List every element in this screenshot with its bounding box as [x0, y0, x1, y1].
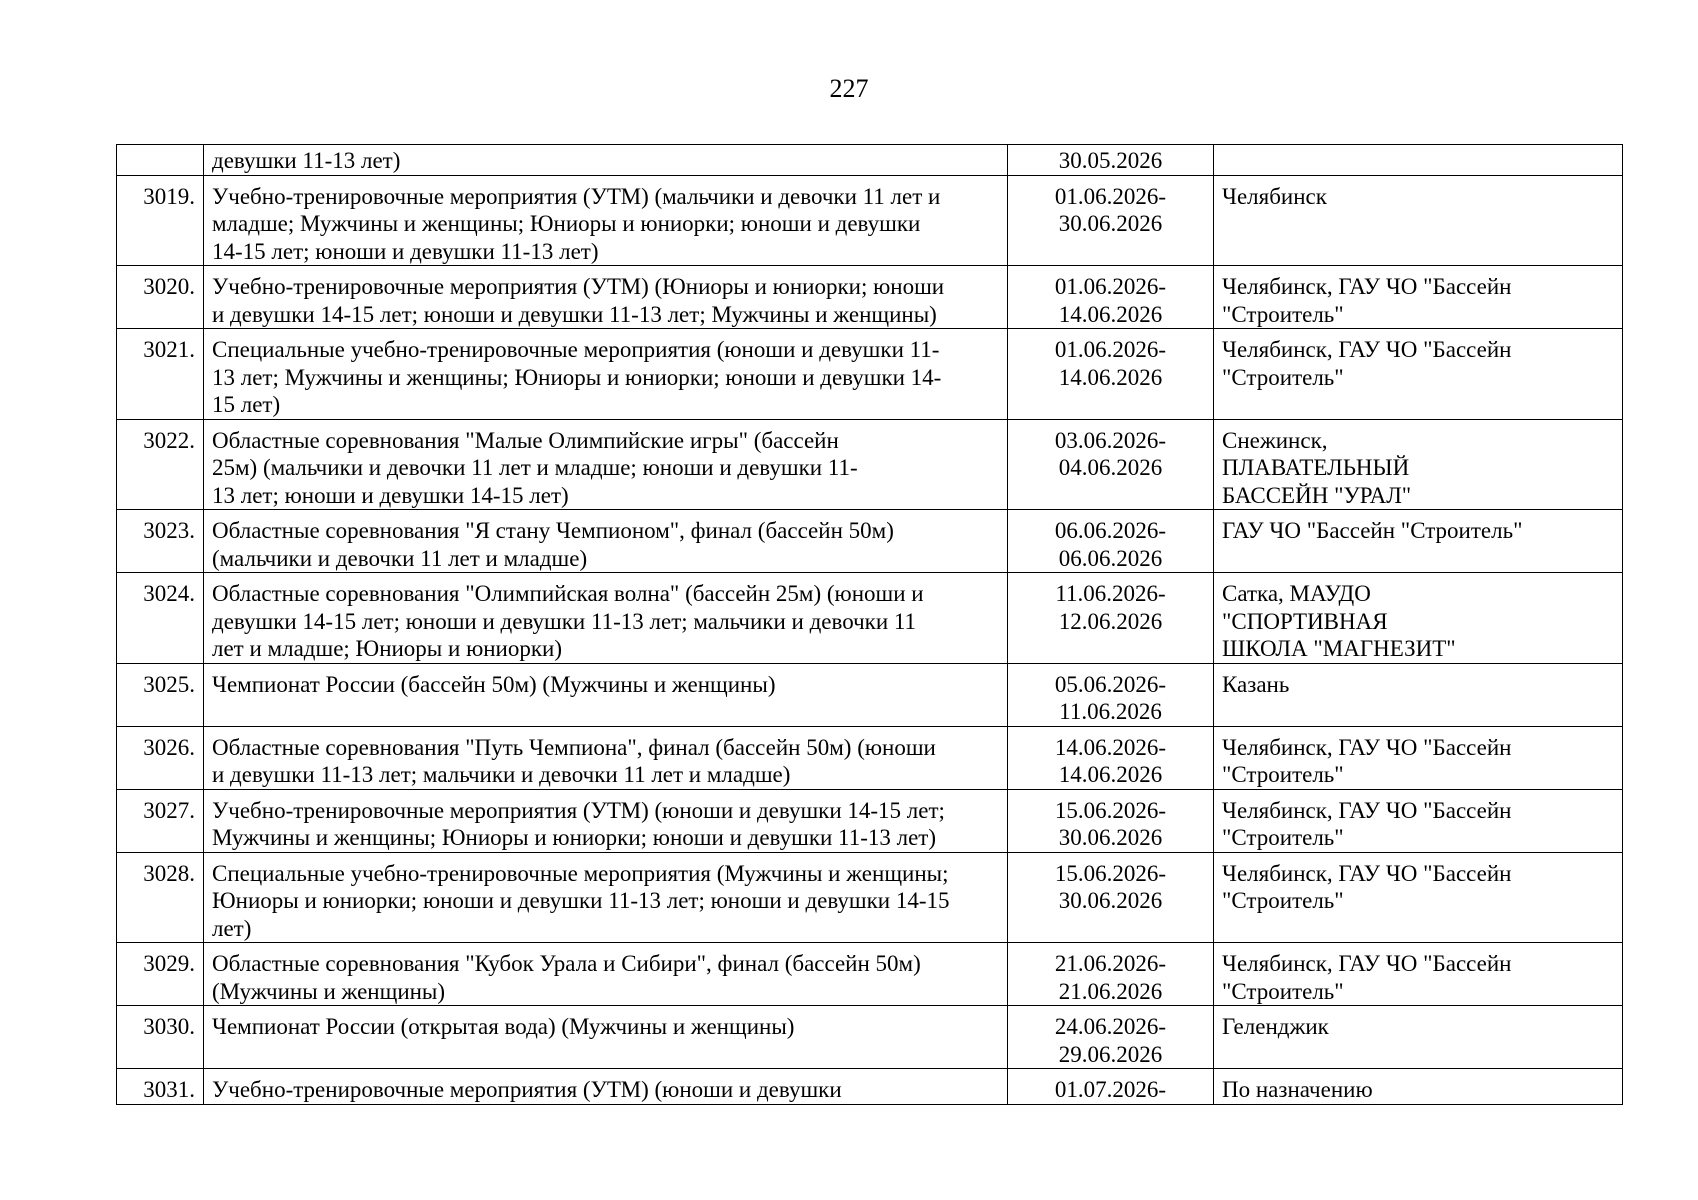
event-name-line: Чемпионат России (бассейн 50м) (Мужчины и женщины) — [212, 671, 776, 697]
event-number-cell — [117, 852, 204, 943]
event-name-line: 13 лет; юноши и девушки 14-15 лет) — [212, 482, 569, 508]
event-name-cell — [204, 1069, 1008, 1105]
event-dates-line: 30.06.2026 — [1058, 825, 1163, 850]
event-place-cell — [1214, 329, 1623, 420]
event-place-cell — [1214, 789, 1623, 852]
event-name-line: 25м) (мальчики и девочки 11 лет и младше; юноши и девушки 11- — [212, 455, 858, 480]
event-number: 3022. — [143, 427, 195, 453]
event-place-cell — [1214, 1006, 1623, 1069]
event-place-line: Геленджик — [1222, 1014, 1329, 1039]
event-number: 3024. — [143, 581, 195, 606]
event-dates-cell — [1008, 1069, 1214, 1105]
event-number: 3019. — [143, 183, 195, 209]
table-row — [117, 726, 1623, 789]
event-place-line: Челябинск, ГАУ ЧО "Бассейн — [1222, 860, 1512, 886]
event-dates-cell — [1008, 266, 1214, 329]
table-row — [117, 266, 1623, 329]
event-dates-line: 21.06.2026 — [1058, 978, 1163, 1004]
table-row — [117, 145, 1623, 176]
event-place-line: БАССЕЙН "УРАЛ" — [1222, 482, 1412, 508]
event-place-line: "Строитель" — [1222, 888, 1344, 913]
table-row — [117, 573, 1623, 664]
event-dates-cell — [1008, 726, 1214, 789]
table-row — [117, 510, 1623, 573]
event-number: 3031. — [143, 1077, 195, 1102]
event-place-line: По назначению — [1222, 1077, 1373, 1102]
event-dates-cell — [1008, 510, 1214, 573]
table-row — [117, 419, 1623, 510]
event-number: 3028. — [143, 860, 195, 886]
event-place-cell — [1214, 419, 1623, 510]
event-name-cell — [204, 573, 1008, 664]
event-place-line: Челябинск — [1222, 183, 1327, 209]
event-place-line: Казань — [1222, 671, 1290, 697]
event-dates-line: 11.06.2026 — [1059, 699, 1162, 724]
table-row — [117, 943, 1623, 1006]
event-number: 3023. — [143, 518, 195, 543]
events-table-body — [117, 145, 1623, 1105]
event-dates-cell — [1008, 573, 1214, 664]
event-number-cell — [117, 329, 204, 420]
event-dates-line: 15.06.2026- — [1054, 860, 1167, 886]
event-name-line: Областные соревнования "Кубок Урала и Сибири", финал (бассейн 50м) — [212, 951, 921, 976]
event-name-line: Учебно-тренировочные мероприятия (УТМ) (мальчики и девочки 11 лет и — [212, 183, 941, 209]
event-dates-line: 21.06.2026- — [1054, 951, 1167, 976]
event-dates-cell — [1008, 145, 1214, 176]
event-number: 3025. — [143, 671, 195, 697]
event-name-cell — [204, 1006, 1008, 1069]
event-name-cell — [204, 175, 1008, 266]
event-dates-line: 01.06.2026- — [1054, 337, 1167, 362]
event-number-cell — [117, 266, 204, 329]
event-dates-cell — [1008, 663, 1214, 726]
event-name-cell — [204, 726, 1008, 789]
event-place-line: Челябинск, ГАУ ЧО "Бассейн — [1222, 734, 1512, 760]
event-number-cell — [117, 789, 204, 852]
event-name-cell — [204, 145, 1008, 176]
event-dates-line: 29.06.2026 — [1058, 1041, 1163, 1067]
table-row — [117, 175, 1623, 266]
event-dates-line: 03.06.2026- — [1054, 427, 1167, 453]
event-name-line: (мальчики и девочки 11 лет и младше) — [212, 545, 588, 571]
event-number: 3021. — [143, 337, 195, 362]
event-name-line: Учебно-тренировочные мероприятия (УТМ) (юноши и девушки — [212, 1077, 842, 1102]
event-number: 3027. — [143, 797, 195, 823]
event-dates-line: 06.06.2026- — [1054, 518, 1167, 543]
event-place-cell — [1214, 943, 1623, 1006]
event-dates-line: 30.06.2026 — [1058, 888, 1163, 913]
page-number: 227 — [829, 74, 869, 103]
event-place-line: Челябинск, ГАУ ЧО "Бассейн — [1222, 951, 1512, 976]
event-place-cell — [1214, 175, 1623, 266]
event-dates-line: 30.06.2026 — [1058, 211, 1163, 236]
event-place-line: Челябинск, ГАУ ЧО "Бассейн — [1222, 337, 1512, 362]
event-name-line: 15 лет) — [212, 392, 281, 417]
event-name-line: младше; Мужчины и женщины; Юниоры и юниорки; юноши и девушки — [212, 211, 921, 236]
event-name-line: Областные соревнования "Я стану Чемпионом", финал (бассейн 50м) — [212, 518, 894, 543]
event-place-line: Челябинск, ГАУ ЧО "Бассейн — [1222, 274, 1512, 299]
events-table — [116, 144, 1623, 1105]
event-dates-cell — [1008, 1006, 1214, 1069]
event-place-line: ПЛАВАТЕЛЬНЫЙ — [1222, 455, 1410, 480]
event-dates-cell — [1008, 789, 1214, 852]
event-name-line: Мужчины и женщины; Юниоры и юниорки; юноши и девушки 11-13 лет) — [212, 825, 937, 850]
event-name-line: и девушки 11-13 лет; мальчики и девочки 11 лет и младше) — [212, 762, 791, 787]
event-name-line: девушки 14-15 лет; юноши и девушки 11-13 лет; мальчики и девочки 11 — [212, 608, 917, 634]
event-place-line: "Строитель" — [1222, 762, 1344, 787]
event-name-cell — [204, 852, 1008, 943]
event-place-cell — [1214, 510, 1623, 573]
event-place-cell — [1214, 1069, 1623, 1105]
event-number-cell — [117, 510, 204, 573]
event-dates-line: 01.07.2026- — [1054, 1077, 1167, 1102]
event-name-line: Областные соревнования "Малые Олимпийские игры" (бассейн — [212, 427, 839, 453]
event-dates-line: 11.06.2026- — [1055, 581, 1166, 606]
event-name-line: Специальные учебно-тренировочные мероприятия (Мужчины и женщины; — [212, 860, 949, 886]
event-dates-cell — [1008, 175, 1214, 266]
event-number-cell — [117, 573, 204, 664]
table-row — [117, 329, 1623, 420]
event-number-cell — [117, 1069, 204, 1105]
event-place-cell — [1214, 573, 1623, 664]
event-name-line: 14-15 лет; юноши и девушки 11-13 лет) — [212, 238, 599, 264]
event-name-line: Областные соревнования "Путь Чемпиона", финал (бассейн 50м) (юноши — [212, 734, 936, 760]
event-dates-cell — [1008, 852, 1214, 943]
event-dates-line: 14.06.2026 — [1058, 762, 1163, 787]
event-dates-line: 01.06.2026- — [1054, 183, 1167, 209]
event-place-line: "Строитель" — [1222, 978, 1344, 1004]
event-name-cell — [204, 329, 1008, 420]
event-name-line: Учебно-тренировочные мероприятия (УТМ) (Юниоры и юниорки; юноши — [212, 274, 945, 299]
event-name-line: Учебно-тренировочные мероприятия (УТМ) (юноши и девушки 14-15 лет; — [212, 797, 945, 823]
event-name-cell — [204, 943, 1008, 1006]
event-dates-line: 06.06.2026 — [1058, 545, 1163, 571]
event-place-line: "СПОРТИВНАЯ — [1222, 608, 1388, 634]
event-place-line: ГАУ ЧО "Бассейн "Строитель" — [1222, 518, 1523, 543]
event-number: 3030. — [143, 1014, 195, 1039]
event-place-cell — [1214, 663, 1623, 726]
event-name-line: девушки 11-13 лет) — [212, 148, 401, 173]
event-place-line: "Строитель" — [1222, 301, 1344, 327]
event-name-cell — [204, 663, 1008, 726]
event-number-cell — [117, 175, 204, 266]
table-row — [117, 852, 1623, 943]
event-number-cell — [117, 1006, 204, 1069]
event-number-cell — [117, 943, 204, 1006]
table-row — [117, 1069, 1623, 1105]
event-place-cell — [1214, 726, 1623, 789]
event-name-line: Юниоры и юниорки; юноши и девушки 11-13 лет; юноши и девушки 14-15 — [212, 888, 950, 913]
event-number-cell — [117, 419, 204, 510]
event-name-line: Специальные учебно-тренировочные мероприятия (юноши и девушки 11- — [212, 337, 940, 362]
event-name-line: лет и младше; Юниоры и юниорки) — [212, 636, 563, 661]
event-place-cell — [1214, 266, 1623, 329]
event-number: 3020. — [143, 274, 195, 299]
event-place-line: ШКОЛА "МАГНЕЗИТ" — [1222, 636, 1456, 661]
event-dates-line: 24.06.2026- — [1054, 1014, 1167, 1039]
event-name-cell — [204, 510, 1008, 573]
event-name-cell — [204, 266, 1008, 329]
event-dates-line: 04.06.2026 — [1058, 455, 1163, 480]
event-number: 3029. — [143, 951, 195, 976]
event-place-line: "Строитель" — [1222, 364, 1344, 390]
event-name-line: Чемпионат России (открытая вода) (Мужчины и женщины) — [212, 1014, 795, 1039]
event-dates-line: 12.06.2026 — [1058, 608, 1163, 634]
event-name-line: лет) — [212, 915, 252, 941]
event-number: 3026. — [143, 734, 195, 760]
event-dates-cell — [1008, 943, 1214, 1006]
event-number-cell — [117, 145, 204, 176]
event-number-cell — [117, 663, 204, 726]
event-dates-cell — [1008, 329, 1214, 420]
event-place-line: Сатка, МАУДО — [1222, 581, 1371, 606]
table-row — [117, 1006, 1623, 1069]
event-number-cell — [117, 726, 204, 789]
event-dates-line: 14.06.2026 — [1058, 364, 1163, 390]
event-name-line: (Мужчины и женщины) — [212, 978, 446, 1004]
event-place-cell — [1214, 852, 1623, 943]
event-place-line: "Строитель" — [1222, 825, 1344, 850]
event-dates-line: 14.06.2026 — [1058, 301, 1163, 327]
event-dates-line: 30.05.2026 — [1058, 148, 1163, 173]
event-place-line: Челябинск, ГАУ ЧО "Бассейн — [1222, 797, 1512, 823]
event-dates-line: 15.06.2026- — [1054, 797, 1167, 823]
event-name-cell — [204, 419, 1008, 510]
table-row — [117, 789, 1623, 852]
event-dates-line: 01.06.2026- — [1054, 274, 1167, 299]
event-dates-line: 05.06.2026- — [1054, 671, 1167, 697]
event-name-line: и девушки 14-15 лет; юноши и девушки 11-13 лет; Мужчины и женщины) — [212, 301, 937, 327]
event-place-cell — [1214, 145, 1623, 176]
event-name-cell — [204, 789, 1008, 852]
event-dates-line: 14.06.2026- — [1054, 734, 1167, 760]
table-row — [117, 663, 1623, 726]
event-place-line: Снежинск, — [1222, 427, 1328, 453]
event-dates-cell — [1008, 419, 1214, 510]
event-name-line: Областные соревнования "Олимпийская волна" (бассейн 25м) (юноши и — [212, 581, 924, 606]
event-name-line: 13 лет; Мужчины и женщины; Юниоры и юниорки; юноши и девушки 14- — [212, 364, 942, 390]
